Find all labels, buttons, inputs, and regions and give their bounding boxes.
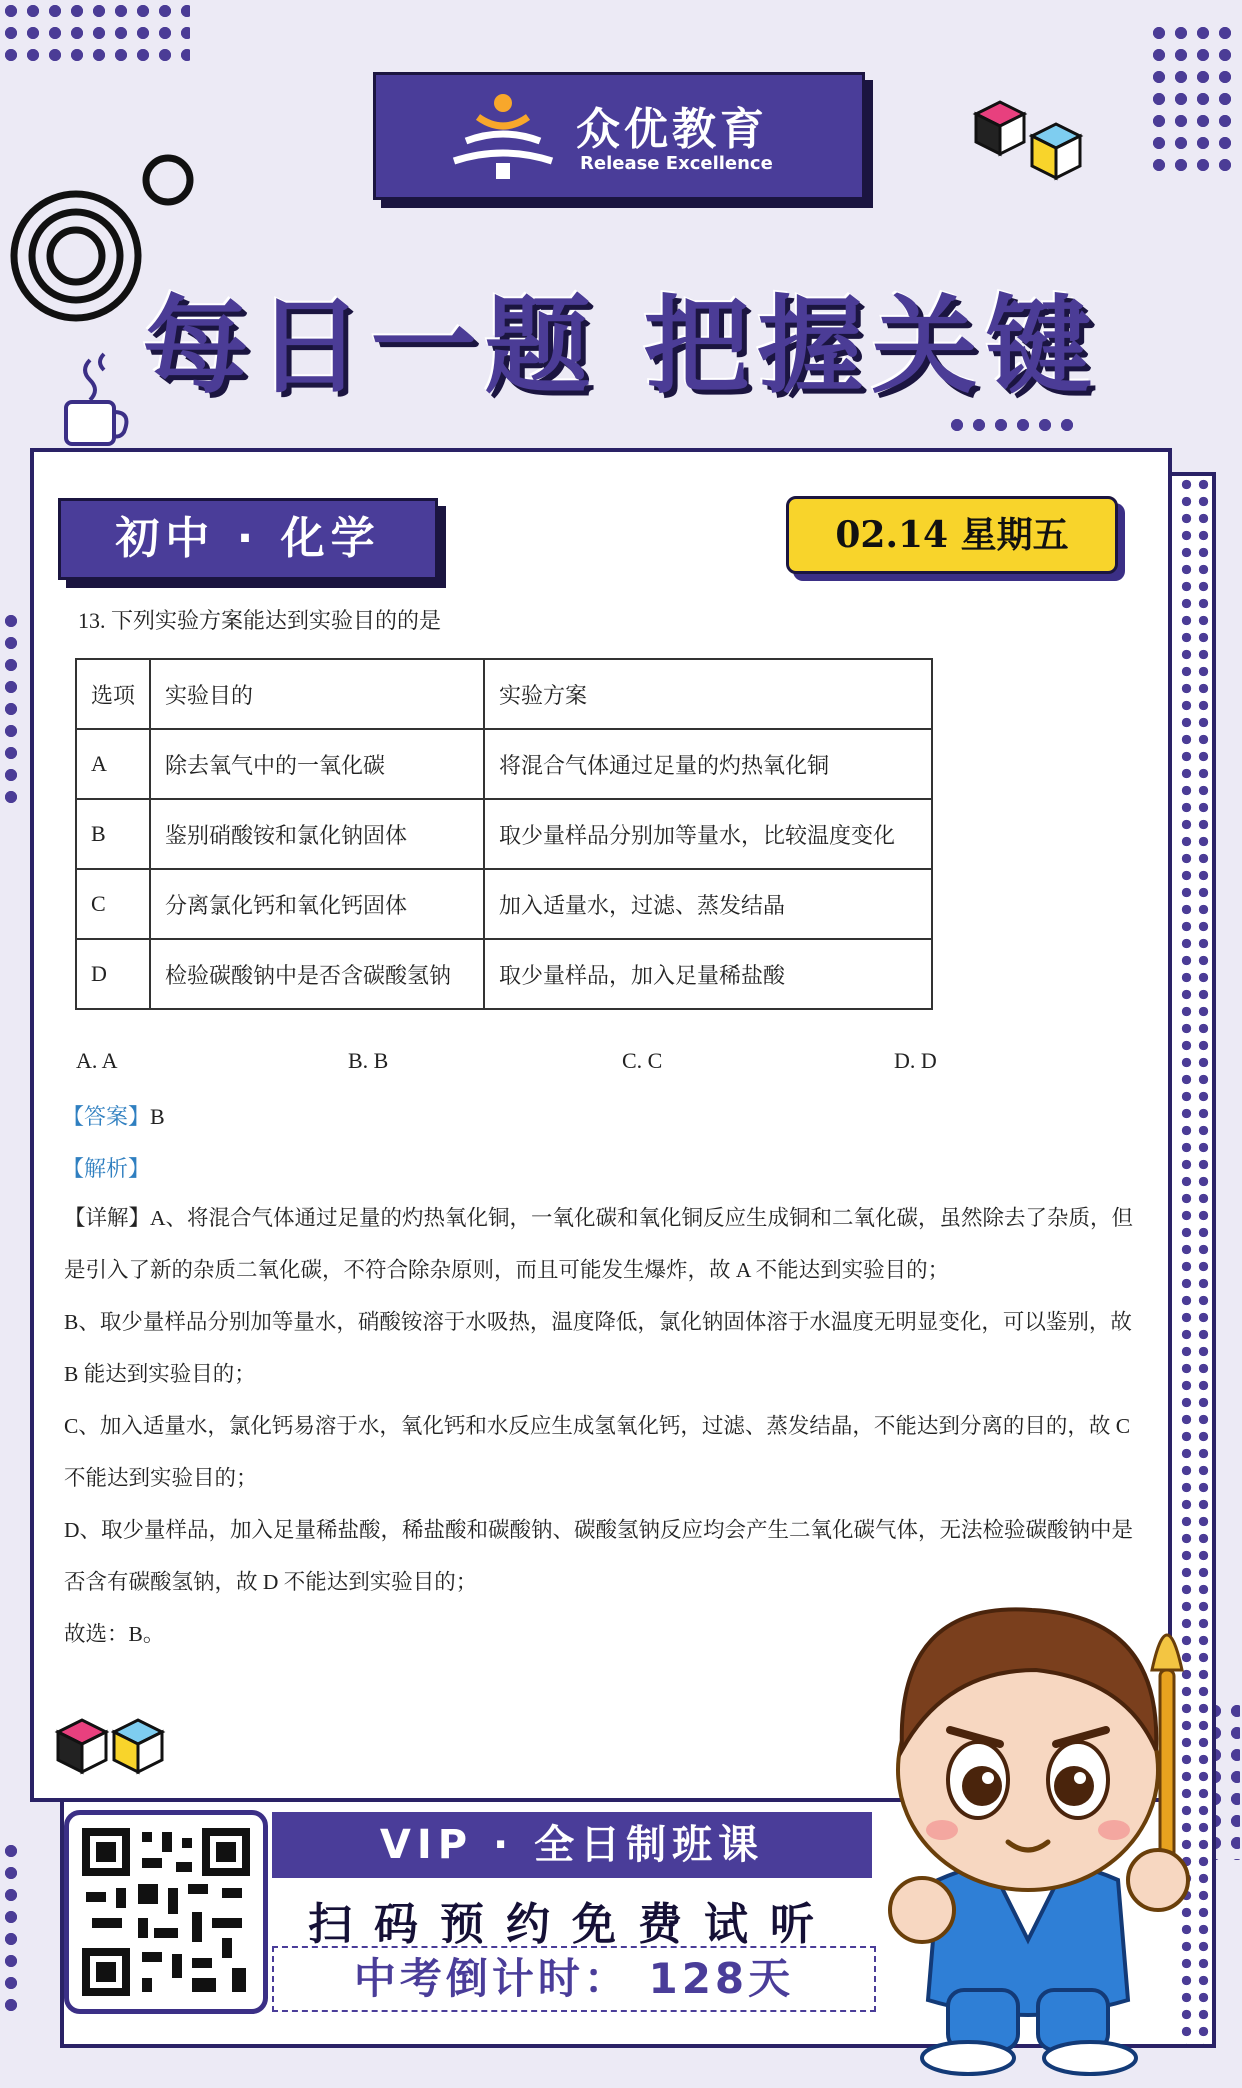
- mascot-boy-illustration: [868, 1580, 1208, 2080]
- question-text: 13. 下列实验方案能达到实验目的的是: [78, 608, 442, 633]
- table-cell: 分离氯化钙和氧化钙固体: [150, 869, 484, 939]
- scan-prompt: 扫码预约免费试听: [308, 1899, 836, 1950]
- options-table: [75, 658, 933, 1010]
- choice-d: D. D: [894, 1048, 937, 1073]
- table-cell: B: [76, 799, 150, 869]
- table-cell: 鉴别硝酸铵和氯化钠固体: [150, 799, 484, 869]
- page-headline: 每日一题 把握关键: [142, 285, 1100, 408]
- table-header-row: [76, 659, 932, 729]
- table-cell: 除去氧气中的一氧化碳: [150, 729, 484, 799]
- table-row: [76, 729, 932, 799]
- answer-tag: 【答案】: [62, 1104, 151, 1129]
- table-cell: 取少量样品，加入足量稀盐酸: [484, 939, 932, 1009]
- explanation-b: B、取少量样品分别加等量水，硝酸铵溶于水吸热，温度降低，氯化钠固体溶于水温度无明显变化，可以鉴别，故 B 能达到实验目的；: [64, 1310, 1132, 1386]
- table-row: [76, 799, 932, 869]
- table-header-cell: 实验方案: [484, 659, 932, 729]
- logo-mark-icon: [448, 89, 558, 183]
- table-cell: C: [76, 869, 150, 939]
- cube-pair-icon: [966, 98, 1090, 190]
- table-cell: 取少量样品分别加等量水，比较温度变化: [484, 799, 932, 869]
- brand-name: 众优教育: [576, 104, 768, 155]
- explanation-d: D、取少量样品，加入足量稀盐酸，稀盐酸和碳酸钠、碳酸氢钠反应均会产生二氧化碳气体，无法检验碳酸钠中是否含有碳酸氢钠，故 D 不能达到实验目的；: [64, 1518, 1134, 1594]
- table-cell: 加入适量水，过滤、蒸发结晶: [484, 869, 932, 939]
- explanation-c: C、加入适量水，氯化钙易溶于水，氧化钙和水反应生成氢氧化钙，过滤、蒸发结晶，不能达到分离的目的，故 C 不能达到实验目的；: [64, 1414, 1131, 1490]
- dot-pattern-bottom-left: [0, 1840, 26, 2020]
- qr-code-icon: [82, 1828, 250, 1996]
- ring-icon: [138, 150, 198, 210]
- explanation-a: 【详解】A、将混合气体通过足量的灼热氧化铜，一氧化碳和氧化铜反应生成铜和二氧化碳，虽然除去了杂质，但是引入了新的杂质二氧化碳，不符合除杂原则，而且可能发生爆炸，故 A 不能达到实验目的；: [64, 1206, 1134, 1282]
- table-cell: 检验碳酸钠中是否含碳酸氢钠: [150, 939, 484, 1009]
- dot-pattern-top-right: [1148, 22, 1236, 172]
- dot-pattern-left: [0, 610, 26, 810]
- table-cell: 将混合气体通过足量的灼热氧化铜: [484, 729, 932, 799]
- choice-a: A. A: [76, 1048, 118, 1073]
- choice-b: B. B: [348, 1048, 389, 1073]
- table-header-cell: 选项: [76, 659, 150, 729]
- table-row: [76, 939, 932, 1009]
- exam-countdown: 中考倒计时： 128天: [272, 1946, 876, 2012]
- date-badge: 02.14 星期五: [786, 496, 1118, 574]
- table-row: [76, 869, 932, 939]
- table-cell: D: [76, 939, 150, 1009]
- dot-pattern-mid-right: [946, 414, 1078, 440]
- answer-line: [62, 1100, 165, 1131]
- table-cell: A: [76, 729, 150, 799]
- vip-banner: VIP · 全日制班课: [272, 1812, 872, 1878]
- choice-c: C. C: [622, 1048, 663, 1073]
- cube-pair-small-icon: [52, 1716, 176, 1796]
- subject-tag: 初中 · 化学: [58, 498, 438, 580]
- brand-tagline: Release Excellence: [580, 153, 773, 174]
- answer-value: B: [150, 1104, 165, 1129]
- table-header-cell: 实验目的: [150, 659, 484, 729]
- dot-pattern-top-left: [0, 0, 190, 70]
- brand-logo: [373, 72, 865, 200]
- explanation-conclusion: 故选：B。: [64, 1622, 165, 1646]
- analysis-tag: 【解析】: [62, 1156, 151, 1181]
- qr-code[interactable]: [64, 1810, 268, 2014]
